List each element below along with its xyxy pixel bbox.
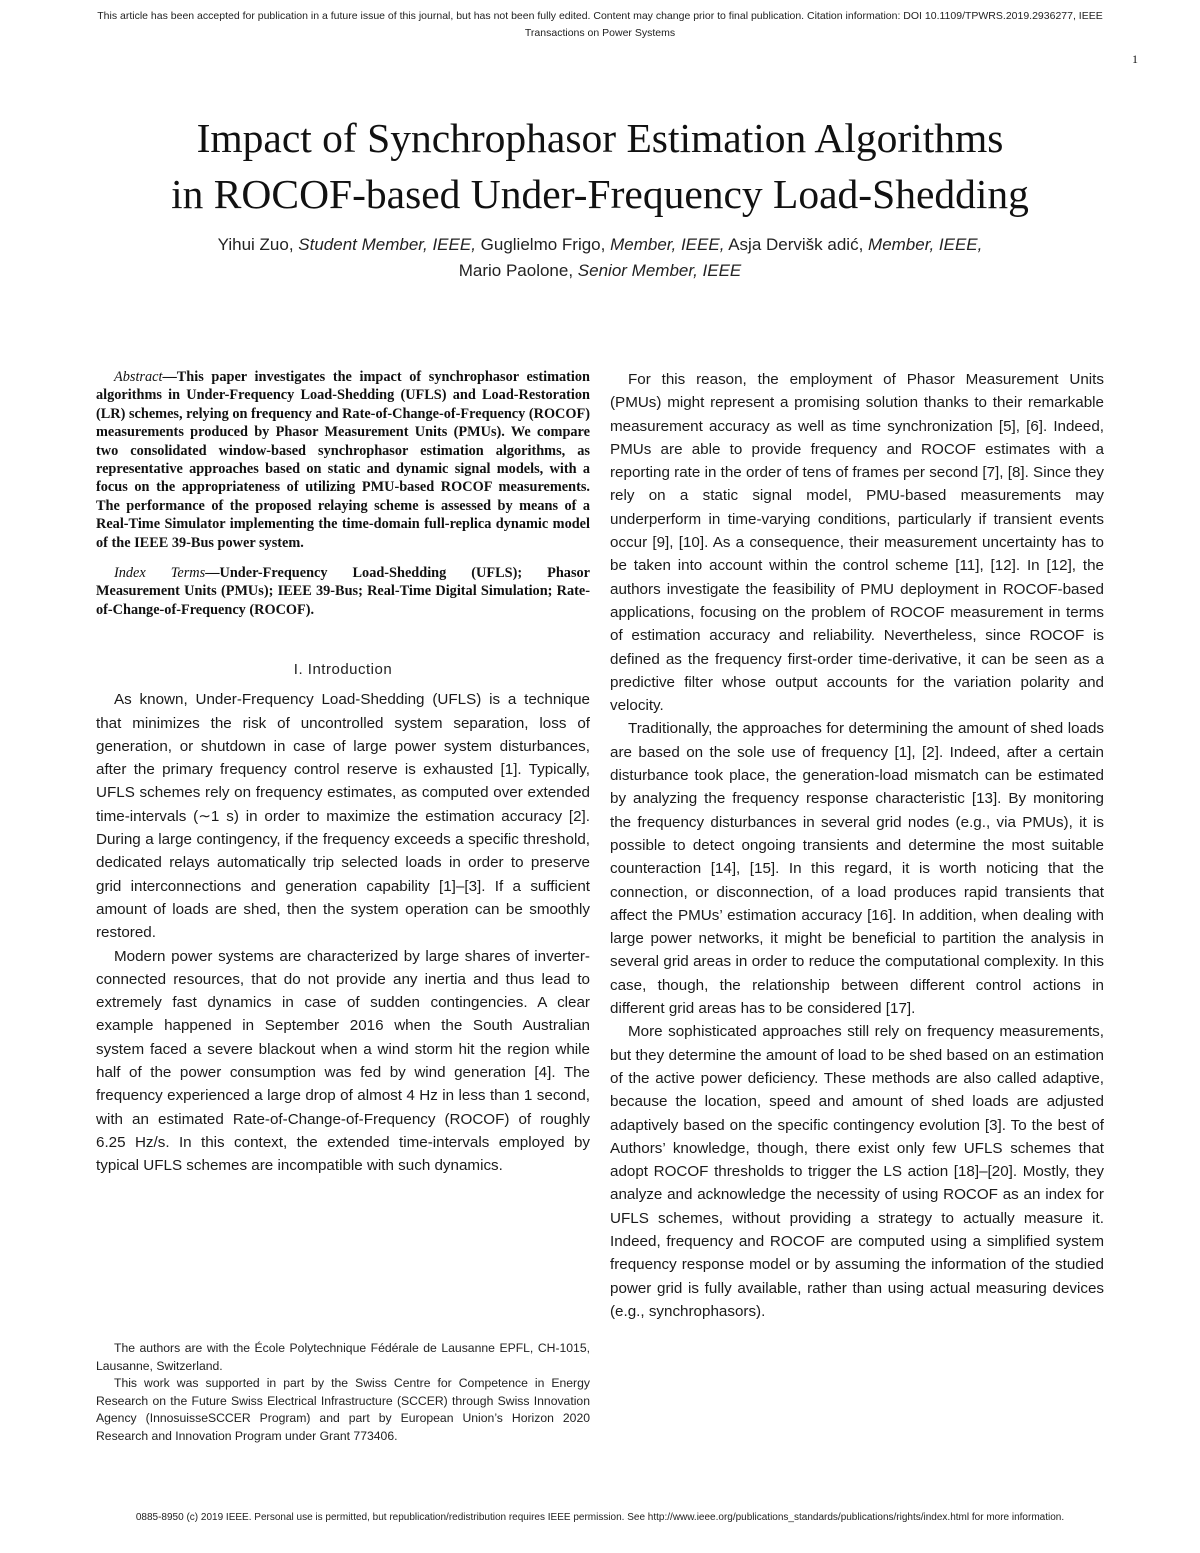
title-line1: Impact of Synchrophasor Estimation Algorithms <box>196 115 1004 161</box>
introduction-right-text <box>610 368 1104 1323</box>
author-name: Guglielmo Frigo, <box>475 235 611 254</box>
right-column <box>610 368 1104 1323</box>
author-role: Member, IEEE, <box>610 235 725 254</box>
publication-notice-line2: Transactions on Power Systems <box>524 27 676 39</box>
left-column <box>96 368 590 1178</box>
abstract-text: —This paper investigates the impact of synchrophasor estimation algorithms in Under-Frequency Load-Shedding (UFLS) and Load-Restoration (LR) schemes, relying on frequency and Rate-of-Change-of-Frequency (ROCOF) measurements produced by Phasor Measurement Units (PMUs). We compare two consolidated window-based synchrophasor estimation algorithms, as representative approaches based on static and dynamic signal models, with a focus on the appropriateness of utilizing PMU-based ROCOF measurements. The performance of the proposed relaying scheme is assessed by means of a Real-Time Simulator implementing the time-domain full-replica dynamic model of the IEEE 39-Bus power system. <box>96 369 590 551</box>
index-terms-text: —Under-Frequency Load-Shedding (UFLS); Phasor Measurement Units (PMUs); IEEE 39-Bus; Real-Time Digital Simulation; Rate-of-Change-of-Frequency (ROCOF). <box>96 565 591 618</box>
paragraph: For this reason, the employment of Phasor Measurement Units (PMUs) might represent a promising solution thanks to their remarkable measurement accuracy as well as time synchronization [5], [6]. Indeed, PMUs are able to provide frequency and ROCOF estimates with a reporting rate in the order of tens of frames per second [7], [8]. Since they rely on a static signal model, PMU-based measurements may underperform in time-varying conditions, particularly if transient events occur [9], [10]. As a consequence, their measurement uncertainty has to be taken into account within the control scheme [11], [12]. In [12], the authors investigate the feasibility of PMU deployment in ROCOF-based applications, focusing on the problem of ROCOF measurement in terms of estimation accuracy and reliability. Nevertheless, since ROCOF is defined as the frequency first-order time-derivative, it can be seen as a predictive filter whose output accounts for the variation polarity and velocity. <box>610 371 1104 715</box>
introduction-left-text <box>96 688 590 1177</box>
author-line2 <box>90 258 1110 284</box>
copyright-footer: 0885-8950 (c) 2019 IEEE. Personal use is permitted, but republication/redistribution requires IEEE permission. See http://www.ieee.org/publications_standards/publications/rights/index.html for more information. <box>135 1512 1065 1523</box>
footnotes <box>96 1340 590 1446</box>
publication-notice-line1: This article has been accepted for publication in a future issue of this journal, but has not been fully edited. Content may change prior to final publication. Citation information: DOI 10.1109/TPWRS.2019.2936277, IEEE <box>97 10 1103 22</box>
paragraph: Modern power systems are characterized by large shares of inverter-connected resources, that do not provide any inertia and thus lead to extremely fast dynamics in case of sudden contingencies. A clear example happened in September 2016 when the South Australian system faced a severe blackout when a wind storm hit the region while half of the power consumption was fed by wind generation [4]. The frequency experienced a large drop of almost 4 Hz in less than 1 second, with an estimated Rate-of-Change-of-Frequency (ROCOF) of roughly 6.25 Hz/s. In this context, the extended time-intervals employed by typical UFLS schemes are incompatible with such dynamics. <box>96 947 590 1175</box>
paragraph: More sophisticated approaches still rely on frequency measurements, but they determine the amount of load to be shed based on an estimation of the active power deficiency. These methods are also called adaptive, because the location, speed and amount of shed loads are adjusted adaptively based on the specific contingency evolution [3]. To the best of Authors’ knowledge, though, there exist only few UFLS schemes that adopt ROCOF thresholds to trigger the LS action [18]–[20]. Mostly, they analyze and acknowledge the necessity of using ROCOF as an index for UFLS schemes, without providing a strategy to actually measure it. Indeed, frequency and ROCOF are computed using a simplified system frequency response model or by assuming the information of the studied power grid is fully available, rather than using actual measuring devices (e.g., synchrophasors). <box>610 1023 1104 1320</box>
abstract-label: Abstract <box>114 369 163 385</box>
abstract <box>96 368 590 552</box>
paragraph: As known, Under-Frequency Load-Shedding (UFLS) is a technique that minimizes the risk of uncontrolled system separation, loss of generation, or shutdown in case of large power system disturbances, after the primary frequency control reserve is exhausted [1]. Typically, UFLS schemes rely on frequency estimates, as computed over extended time-intervals (∼1 s) in order to maximize the estimation accuracy [2]. During a large contingency, if the frequency exceeds a specific threshold, dedicated relays automatically trip selected loads in order to preserve grid interconnections and generation capability [1]–[3]. If a sufficient amount of loads are shed, then the system operation can be smoothly restored. <box>96 691 590 942</box>
author-line1 <box>90 232 1110 258</box>
index-terms <box>96 564 590 619</box>
author-list <box>90 232 1110 284</box>
author-name: Yihui Zuo, <box>217 235 299 254</box>
paragraph: Traditionally, the approaches for determining the amount of shed loads are based on the sole use of frequency [1], [2]. Indeed, after a certain disturbance took place, the generation-load mismatch can be estimated by analyzing the frequency response characteristic [13]. By monitoring the frequency disturbances in several grid nodes (e.g., via PMUs), it is possible to detect ongoing transients and determine the most suitable counteraction [14], [15]. In this regard, it is worth noticing that the connection, or disconnection, of a load produces rapid transients that affect the PMUs’ estimation accuracy [16]. In addition, when dealing with large power networks, it might be beneficial to partition the analysis in several grid areas in order to reduce the computational complexity. In this case, though, the relationship between different control actions in different grid areas has to be considered [17]. <box>610 720 1104 1018</box>
author-name: Asja Dervišk adić, <box>724 235 869 254</box>
title-line2: in ROCOF-based Under-Frequency Load-Shedding <box>171 171 1029 217</box>
publication-notice <box>30 8 1170 42</box>
section-heading-introduction: I. Introduction <box>293 661 393 679</box>
footnote-funding: This work was supported in part by the Swiss Centre for Competence in Energy Research on the Future Swiss Electrical Infrastructure (SCCER) through Swiss Innovation Agency (InnosuisseSCCER Program) and part by European Union’s Horizon 2020 Research and Innovation Program under Grant 773406. <box>96 1376 590 1443</box>
paper-title <box>60 110 1140 222</box>
author-role: Student Member, IEEE, <box>298 235 476 254</box>
author-name: Mario Paolone, <box>458 261 578 280</box>
author-role: Senior Member, IEEE <box>577 261 742 280</box>
author-role: Member, IEEE, <box>868 235 983 254</box>
page-number: 1 <box>1132 52 1138 66</box>
footnote-affiliation: The authors are with the École Polytechnique Fédérale de Lausanne EPFL, CH-1015, Lausanne, Switzerland. <box>96 1341 590 1373</box>
index-terms-label: Index Terms <box>114 565 206 582</box>
